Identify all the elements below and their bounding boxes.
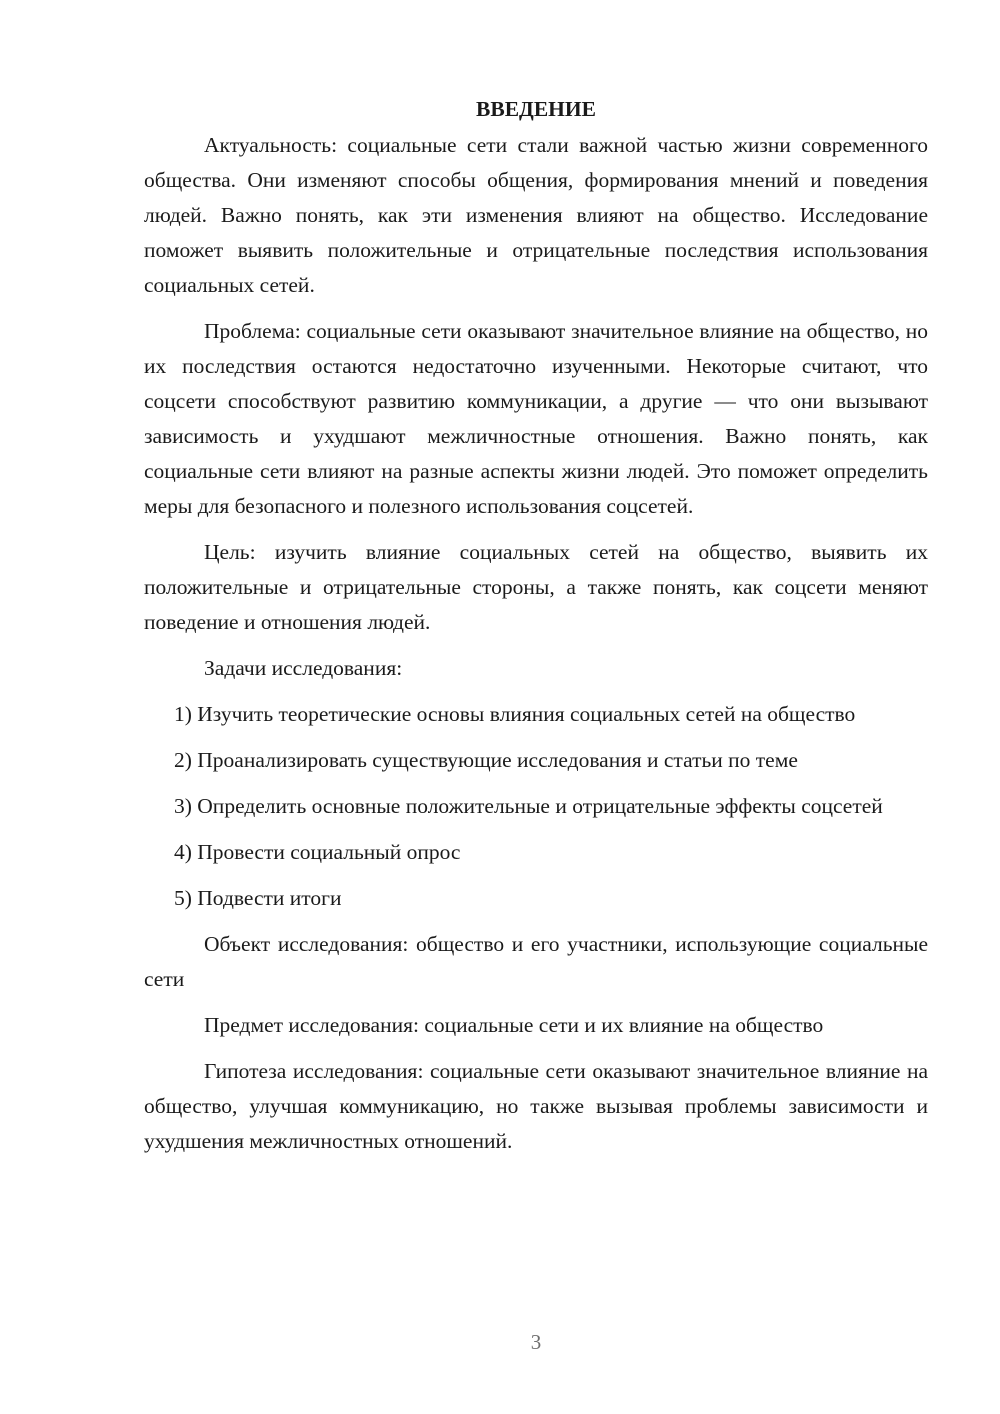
page-title: ВВЕДЕНИЕ	[476, 97, 596, 121]
task-item: 4) Провести социальный опрос	[174, 840, 461, 864]
task-item: 2) Проанализировать существующие исследования и статьи по теме	[174, 748, 798, 772]
task-item: 1) Изучить теоретические основы влияния социальных сетей на общество	[174, 702, 856, 726]
relevance-paragraph: Актуальность: социальные сети стали важной частью жизни современного общества. Они изменяют способы общения, формирования мнений и поведения людей. Важно понять, как эти изменения влияют на общество. Исследование поможет выявить положительные и отрицательные последствия использования социальных сетей.	[144, 133, 928, 297]
tasks-heading: Задачи исследования:	[204, 656, 403, 680]
task-item: 5) Подвести итоги	[174, 886, 342, 910]
document-page	[144, 92, 928, 1170]
object-paragraph: Объект исследования: общество и его участники, использующие социальные сети	[144, 932, 928, 991]
hypothesis-paragraph: Гипотеза исследования: социальные сети оказывают значительное влияние на общество, улучшая коммуникацию, но также вызывая проблемы зависимости и ухудшения межличностных отношений.	[144, 1059, 928, 1153]
goal-paragraph: Цель: изучить влияние социальных сетей на общество, выявить их положительные и отрицательные стороны, а также понять, как соцсети меняют поведение и отношения людей.	[144, 540, 928, 634]
task-item: 3) Определить основные положительные и отрицательные эффекты соцсетей	[174, 794, 883, 818]
subject-paragraph: Предмет исследования: социальные сети и их влияние на общество	[204, 1013, 824, 1037]
page-number: 3	[530, 1330, 542, 1354]
problem-paragraph: Проблема: социальные сети оказывают значительное влияние на общество, но их последствия остаются недостаточно изученными. Некоторые считают, что соцсети способствуют развитию коммуникации, а другие — что они вызывают зависимость и ухудшают межличностные отношения. Важно понять, как социальные сети влияют на разные аспекты жизни людей. Это поможет определить меры для безопасного и полезного использования соцсетей.	[144, 319, 928, 518]
